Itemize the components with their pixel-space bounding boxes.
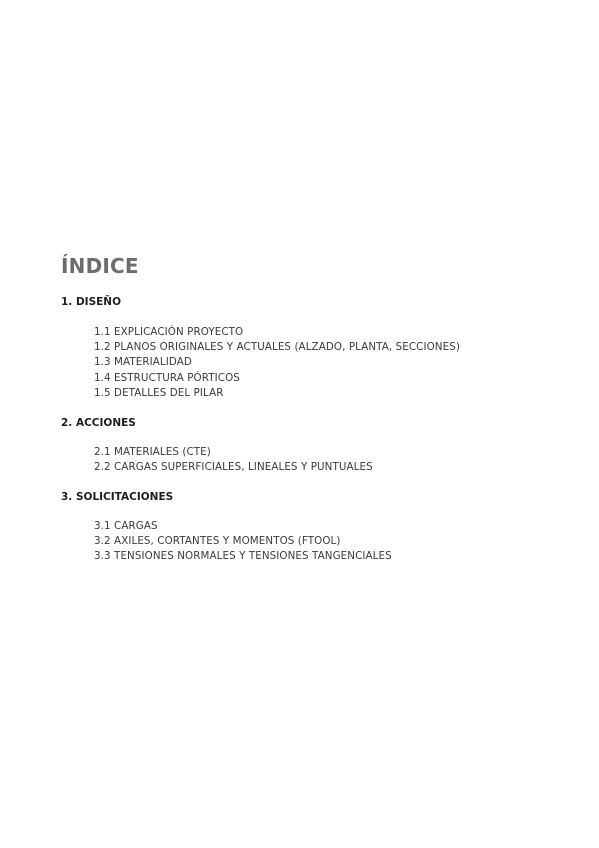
toc-item: 3.2 AXILES, CORTANTES Y MOMENTOS (FTOOL): [94, 535, 341, 548]
toc-section-acciones: [61, 416, 581, 474]
page-title: ÍNDICE: [61, 254, 139, 278]
section-heading: 3. SOLICITACIONES: [61, 491, 174, 503]
toc-item: 1.5 DETALLES DEL PILAR: [94, 386, 224, 399]
section-heading: 1. DISEÑO: [61, 296, 122, 308]
toc-section-solicitaciones: [61, 490, 581, 563]
toc-item: 2.2 CARGAS SUPERFICIALES, LINEALES Y PUNTUALES: [94, 461, 373, 474]
toc-item-list: [94, 519, 392, 565]
toc-item: 1.2 PLANOS ORIGINALES Y ACTUALES (ALZADO, PLANTA, SECCIONES): [94, 341, 460, 354]
toc-item: 3.1 CARGAS: [94, 520, 158, 532]
toc-item: 1.1 EXPLICACIÓN PROYECTO: [94, 326, 244, 338]
toc-section-diseno: [61, 295, 581, 399]
toc-item: 1.3 MATERIALIDAD: [94, 356, 192, 369]
toc-item-list: [94, 325, 460, 401]
toc-item: 1.4 ESTRUCTURA PÓRTICOS: [94, 371, 240, 384]
section-heading: 2. ACCIONES: [61, 417, 136, 429]
toc-item: 3.3 TENSIONES NORMALES Y TENSIONES TANGENCIALES: [94, 550, 392, 563]
toc-item-list: [94, 445, 373, 475]
toc-item: 2.1 MATERIALES (CTE): [94, 446, 211, 458]
